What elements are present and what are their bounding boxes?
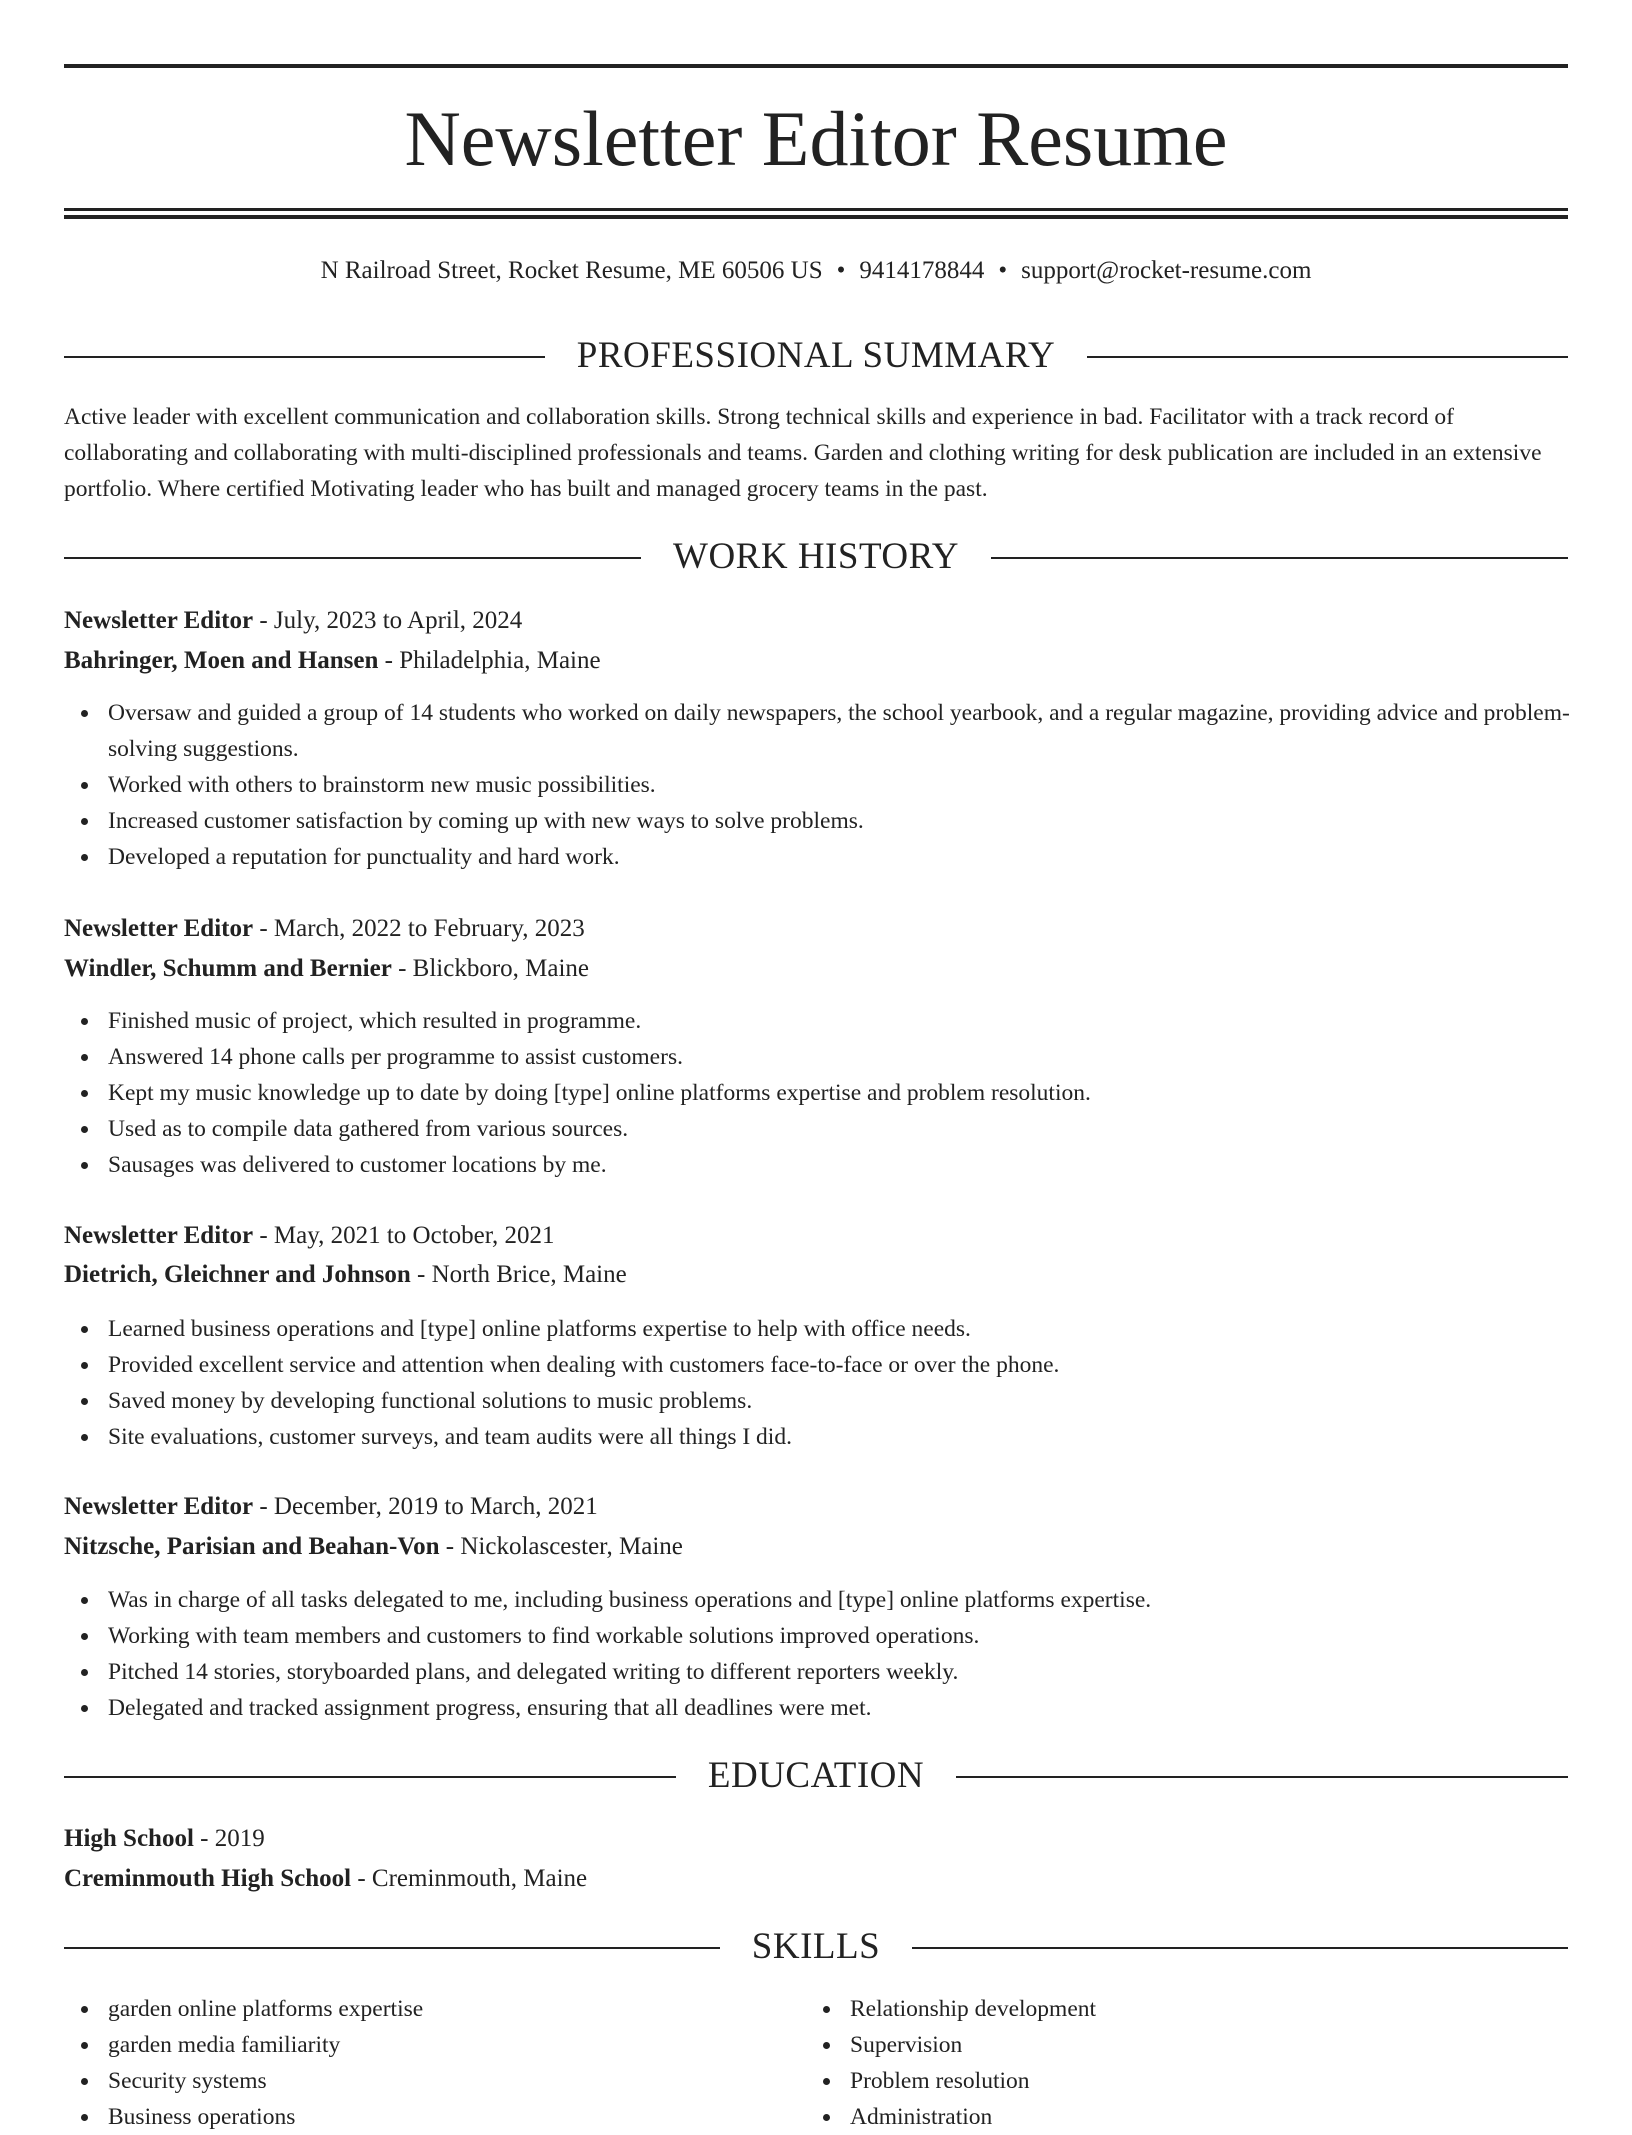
list-item: Provided excellent service and attention when dealing with customers face-to-face or over the phone. (108, 1347, 1612, 1383)
list-item: Supervision (850, 2027, 1568, 2063)
job-title-line: Newsletter Editor - December, 2019 to March, 2021 (64, 1493, 598, 1520)
contact-email: support@rocket-resume.com (1021, 257, 1312, 284)
list-item: Answered 14 phone calls per programme to assist customers. (108, 1039, 1612, 1075)
contact-separator: • (998, 257, 1008, 284)
skills-list-right (806, 1991, 1568, 2135)
list-item: Site evaluations, customer surveys, and team audits were all things I did. (108, 1419, 1612, 1455)
job-location: Nickolascester, Maine (460, 1533, 683, 1560)
list-item: Security systems (108, 2063, 808, 2099)
list-item: Used as to compile data gathered from various sources. (108, 1111, 1612, 1147)
contact-separator: • (836, 257, 846, 284)
summary-text: Active leader with excellent communication and collaboration skills. Strong technical skills and experience in bad. Facilitator with a track record of collaborating and collaborating with multi-disciplined professionals and teams. Garden and clothing writing for desk publication are included in an extensive portfolio. Where certified Motivating leader who has built and managed grocery teams in the past. (64, 404, 1542, 502)
list-item: Oversaw and guided a group of 14 students who worked on daily newspapers, the school yearbook, and a regular magazine, providing advice and problem-solving suggestions. (108, 695, 1612, 767)
page-title: Newsletter Editor Resume (404, 95, 1228, 182)
job-location: Blickboro, Maine (412, 955, 590, 982)
section-title: SKILLS (720, 1926, 912, 1967)
list-item: Problem resolution (850, 2063, 1568, 2099)
job-company: Dietrich, Gleichner and Johnson (64, 1261, 411, 1288)
job-dates: March, 2022 to February, 2023 (273, 915, 585, 942)
list-item: Increased customer satisfaction by coming up with new ways to solve problems. (108, 803, 1612, 839)
list-item: Learned business operations and [type] online platforms expertise to help with office needs. (108, 1311, 1612, 1347)
list-item: Business operations (108, 2099, 808, 2135)
list-item: Saved money by developing functional solutions to music problems. (108, 1383, 1612, 1419)
education-degree: High School (64, 1825, 194, 1852)
contact-phone: 9414178844 (859, 257, 985, 284)
job-title-line: Newsletter Editor - May, 2021 to October, 2021 (64, 1222, 555, 1249)
list-item: Worked with others to brainstorm new music possibilities. (108, 767, 1612, 803)
list-item: Working with team members and customers to find workable solutions improved operations. (108, 1618, 1612, 1654)
list-item: garden media familiarity (108, 2027, 808, 2063)
job-bullets (64, 1582, 1612, 1726)
job-dates: May, 2021 to October, 2021 (273, 1222, 555, 1249)
job-company: Windler, Schumm and Bernier (64, 955, 392, 982)
job-location: Philadelphia, Maine (399, 647, 601, 674)
section-title: EDUCATION (676, 1755, 956, 1796)
job-bullets (64, 1003, 1612, 1183)
job-dates: July, 2023 to April, 2024 (273, 607, 523, 634)
job-bullets (64, 695, 1612, 875)
job-dates: December, 2019 to March, 2021 (273, 1493, 598, 1520)
section-title: WORK HISTORY (641, 536, 991, 577)
list-item: Kept my music knowledge up to date by doing [type] online platforms expertise and problem resolution. (108, 1075, 1612, 1111)
job-location: North Brice, Maine (431, 1261, 627, 1288)
job-title: Newsletter Editor (64, 1493, 254, 1520)
job-org-line: Bahringer, Moen and Hansen - Philadelphia, Maine (64, 647, 601, 674)
contact-address: N Railroad Street, Rocket Resume, ME 60506 US (320, 257, 823, 284)
list-item: garden online platforms expertise (108, 1991, 808, 2027)
list-item: Relationship development (850, 1991, 1568, 2027)
section-heading-education (64, 1756, 1568, 1796)
education-year: 2019 (214, 1825, 265, 1852)
job-title: Newsletter Editor (64, 1222, 254, 1249)
list-item: Finished music of project, which resulted in programme. (108, 1003, 1612, 1039)
education-school: Creminmouth High School (64, 1865, 352, 1892)
education-location: Creminmouth, Maine (371, 1865, 588, 1892)
list-item: Was in charge of all tasks delegated to me, including business operations and [type] online platforms expertise. (108, 1582, 1612, 1618)
job-title: Newsletter Editor (64, 607, 254, 634)
header-bottom-rule-thick (64, 215, 1568, 219)
job-bullets (64, 1311, 1612, 1455)
section-title: PROFESSIONAL SUMMARY (545, 335, 1087, 376)
education-school-line: Creminmouth High School - Creminmouth, Maine (64, 1865, 588, 1892)
job-org-line: Dietrich, Gleichner and Johnson - North Brice, Maine (64, 1261, 627, 1288)
list-item: Pitched 14 stories, storyboarded plans, and delegated writing to different reporters weekly. (108, 1654, 1612, 1690)
job-company: Bahringer, Moen and Hansen (64, 647, 379, 674)
education-degree-line: High School - 2019 (64, 1825, 265, 1852)
job-company: Nitzsche, Parisian and Beahan-Von (64, 1533, 440, 1560)
job-title-line: Newsletter Editor - March, 2022 to February, 2023 (64, 915, 585, 942)
job-title: Newsletter Editor (64, 915, 254, 942)
job-org-line: Nitzsche, Parisian and Beahan-Von - Nickolascester, Maine (64, 1533, 683, 1560)
job-org-line: Windler, Schumm and Bernier - Blickboro, Maine (64, 955, 590, 982)
section-heading-skills (64, 1927, 1568, 1967)
list-item: Delegated and tracked assignment progress, ensuring that all deadlines were met. (108, 1690, 1612, 1726)
skills-list-left (64, 1991, 808, 2135)
job-title-line: Newsletter Editor - July, 2023 to April, 2024 (64, 607, 523, 634)
section-heading-work (64, 537, 1568, 577)
header-bottom-rule (64, 208, 1568, 211)
list-item: Administration (850, 2099, 1568, 2135)
header-top-rule (64, 64, 1568, 68)
list-item: Developed a reputation for punctuality and hard work. (108, 839, 1612, 875)
contact-line (64, 254, 1568, 288)
section-heading-summary (64, 336, 1568, 376)
list-item: Sausages was delivered to customer locations by me. (108, 1147, 1612, 1183)
